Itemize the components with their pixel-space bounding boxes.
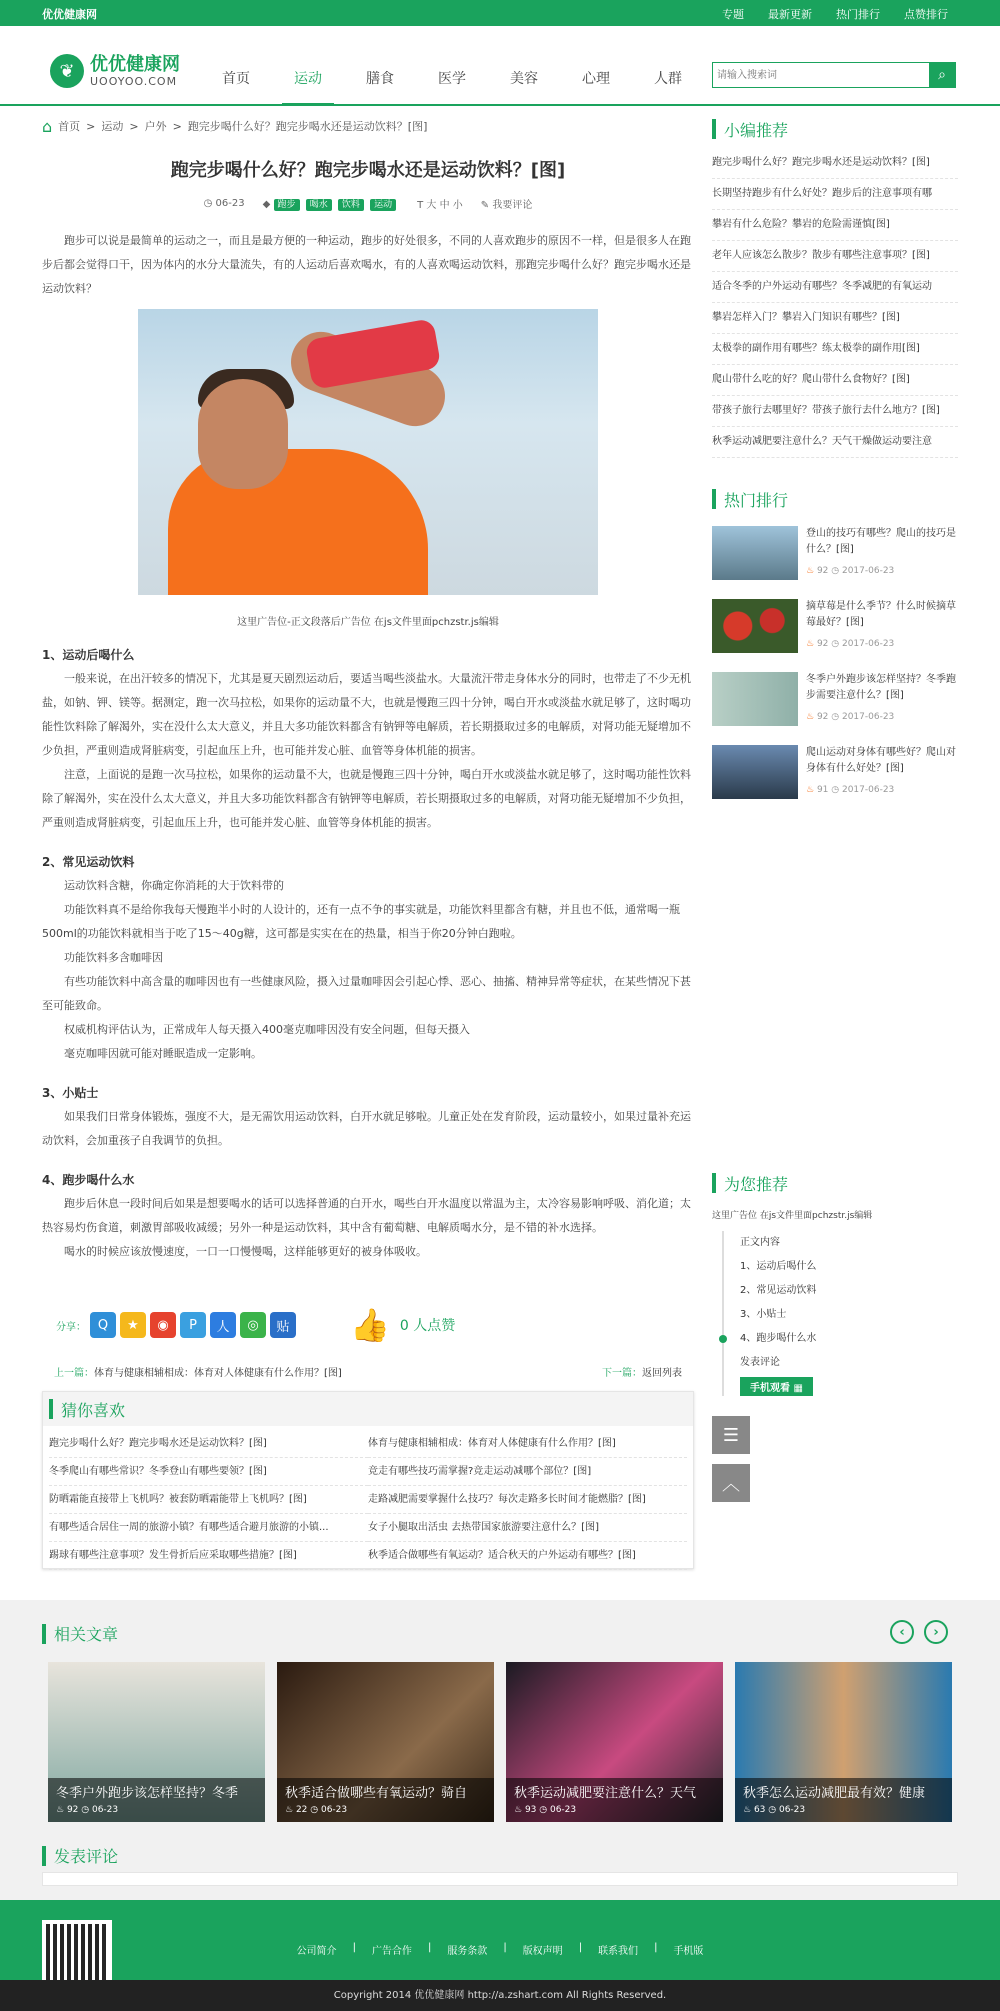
card-title: 秋季怎么运动减肥最有效？健康 [743,1786,926,1801]
top-link-hot[interactable]: 热门排行 [836,8,880,21]
ad-caption: 这里广告位-正文段落后广告位 在js文件里面pchzstr.js编辑 [237,617,499,628]
date-text: 06-23 [215,198,245,209]
related-cards [48,1662,952,1822]
paragraph: 跑步后休息一段时间后如果是想要喝水的话可以选择普通的白开水，喝些白开水温度以常温为主，太冷容易影响呼吸、消化道；太热容易灼伤食道，刺激胃部吸收减缓；另外一种是运动饮料，其中含有葡萄糖、电解质喝水分，是不错的补水选择。 [42,1197,691,1234]
toc-item[interactable]: 发表评论 [740,1357,780,1368]
hot-info: ♨ 92 ◷ 2017-06-23 [806,712,895,722]
nav-beauty[interactable]: 美容 [510,71,538,87]
hot-title: 冬季户外跑步该怎样坚持？冬季跑步需要注意什么？[图] [806,674,956,701]
card-title: 秋季适合做哪些有氧运动？骑自 [285,1786,468,1801]
hot-item[interactable] [712,526,958,599]
footer-link-terms[interactable]: 服务条款 [447,1946,488,1957]
nav-people[interactable]: 人群 [654,71,682,87]
list-item[interactable]: 有哪些适合居住一周的旅游小镇？有哪些适合避月旅游的小镇... [49,1514,368,1542]
list-item[interactable]: 带孩子旅行去哪里好？带孩子旅行去什么地方？[图] [712,396,958,427]
list-item[interactable]: 体育与健康相辅相成：体育对人体健康有什么作用？[图] [368,1430,687,1458]
weibo-icon[interactable]: ◉ [150,1312,176,1338]
editor-rec-list [712,148,958,458]
search-icon[interactable]: ⌕ [929,63,955,87]
fire-icon: ♨ [806,785,815,795]
hot-thumb [712,599,798,653]
breadcrumb: ⌂ 首页 > 运动 > 户外 > 跑完步喝什么好？跑完步喝水还是运动饮料？[图] [42,116,428,136]
next-link[interactable] [602,1364,682,1379]
hot-rank-title: 热门排行 [712,488,958,510]
prev-key: 上一篇： [54,1368,94,1379]
leaf-icon: ❦ [50,54,84,88]
article-date: ◷ 06-23 [203,198,245,209]
comment-section-title: 发表评论 [42,1844,118,1867]
list-item[interactable]: 太极拳的副作用有哪些？练太极拳的副作用[图] [712,334,958,365]
hot-date: 2017-06-23 [841,566,895,576]
hot-views: 91 [816,785,829,795]
list-item[interactable]: 冬季爬山有哪些常识？冬季登山有哪些要领？[图] [49,1458,368,1486]
tag-water[interactable]: 喝水 [306,199,332,211]
fire-icon: ♨ [806,712,815,722]
next-key: 下一篇： [602,1368,642,1379]
mobile-label: 手机观看 [750,1383,790,1394]
card-date: 06-23 [91,1805,119,1815]
related-title: 相关文章 [42,1622,118,1645]
list-item[interactable]: 长期坚持跑步有什么好处？跑步后的注意事项有哪 [712,179,958,210]
guess-title: 猜你喜欢 [43,1392,693,1426]
toc-list [722,1231,958,1396]
thumbs-up-icon: 👍 [350,1306,390,1344]
list-item[interactable]: 攀岩怎样入门？攀岩入门知识有哪些？[图] [712,303,958,334]
fire-icon: ♨ [806,639,815,649]
card-views: 92 [66,1805,79,1815]
tag-icon: ◆ [262,199,271,210]
hot-title: 摘草莓是什么季节？什么时候摘草莓最好？[图] [806,601,956,628]
tag-running[interactable]: 跑步 [274,199,300,211]
top-links [722,6,948,22]
prev-link[interactable] [54,1364,342,1379]
article-tags [263,197,400,210]
for-you-title: 为您推荐 [712,1172,958,1194]
wechat-icon[interactable]: ◎ [240,1312,266,1338]
toc-item[interactable]: 3、小贴士 [740,1309,787,1320]
list-item[interactable]: 防晒霜能直接带上飞机吗？被套防晒霜能带上飞机吗？[图] [49,1486,368,1514]
related-card[interactable] [506,1662,723,1822]
logo-name: 优优健康网 [90,53,180,75]
crumb-current: 跑完步喝什么好？跑完步喝水还是运动饮料？[图] [187,120,428,133]
paragraph: 一般来说，在出汗较多的情况下，尤其是夏天剧烈运动后，要适当喝些淡盐水。大量流汗带走身体水分的同时，也带走了不少无机盐，如钠、钾、镁等。据测定，跑一次马拉松，如果你的运动量不大，也就是慢跑三四十分钟，喝白开水或淡盐水就足够了，这时喝功能性饮料除了解渴外，实在没什么太大意义，并且大多功能饮料都含有钠钾等电解质，若长期摄取过多的电解质，对肾功能无疑增加不少负担，严重则造成肾脏病变，引起血压上升，也可能并发心脏、血管等身体机能的损害。 [42,672,691,757]
related-card[interactable] [48,1662,265,1822]
hot-thumb [712,526,798,580]
paragraph: 有些功能饮料中高含量的咖啡因也有一些健康风险，摄入过量咖啡因会引起心悸、恶心、抽搐、精神异常等症状，在某些情况下甚至可能致命。 [42,975,691,1012]
hot-info: ♨ 92 ◷ 2017-06-23 [806,566,895,576]
card-views: 22 [295,1805,308,1815]
menu-icon[interactable]: ☰ [712,1416,750,1454]
card-date: 06-23 [778,1805,806,1815]
editor-rec-title: 小编推荐 [712,118,958,140]
toc-item-active[interactable]: 4、跑步喝什么水 [740,1327,958,1351]
hot-views: 92 [816,712,829,722]
font-size-switch[interactable]: T 大 中 小 [417,200,463,211]
guess-list [43,1426,693,1574]
back-to-top-icon[interactable]: ︿ [712,1464,750,1502]
list-item[interactable]: 踢球有哪些注意事项？发生骨折后应采取哪些措施？[图] [49,1542,368,1570]
section-title: 3、小贴士 [42,1086,99,1100]
footer-link-contact[interactable]: 联系我们 [598,1946,639,1957]
paragraph: 运动饮料含糖，你确定你消耗的大于饮料带的 [64,879,284,892]
paragraph: 喝水的时候应该放慢速度，一口一口慢慢喝，这样能够更好的被身体吸收。 [64,1245,427,1258]
card-overlay [277,1778,494,1822]
top-link-topics[interactable]: 专题 [722,8,744,21]
toc-item[interactable]: 1、运动后喝什么 [740,1261,817,1272]
list-item[interactable]: 走路减肥需要掌握什么技巧？每次走路多长时间才能燃脂？[图] [368,1486,687,1514]
list-item[interactable]: 老年人应该怎么散步？散步有哪些注意事项？[图] [712,241,958,272]
search-box [712,62,956,88]
font-size-label: 大 中 小 [426,200,463,211]
section-title: 4、跑步喝什么水 [42,1173,135,1187]
article-intro: 跑步可以说是最简单的运动之一，而且是最方便的一种运动，跑步的好处很多，不同的人喜欢跑步的原因不一样，但是很多人在跑步后都会觉得口干，因为体内的水分大量流失，有的人运动后喜欢喝水，有的人喜欢喝运动饮料，那跑完步喝什么好？跑完步喝水还是运动饮料？ [42,234,691,295]
paragraph: 功能饮料多含咖啡因 [64,951,163,964]
next-title: 返回列表 [642,1368,682,1379]
hot-item[interactable] [712,672,958,745]
footer-links: 公司简介 | 广告合作 | 服务条款 | 版权声明 | 联系我们 | 手机版 [296,1942,704,1957]
card-title: 秋季运动减肥要注意什么？天气 [514,1786,697,1801]
section-title: 1、运动后喝什么 [42,648,135,662]
prev-next [42,1364,694,1379]
list-item[interactable]: 爬山带什么吃的好？爬山带什么食物好？[图] [712,365,958,396]
search-input[interactable] [713,63,929,87]
card-info: ♨ 22 ◷ 06-23 [285,1805,348,1815]
crumb-outdoor[interactable]: 户外 [144,120,167,133]
prev-arrow-icon[interactable]: ‹ [890,1620,914,1644]
paragraph: 注意，上面说的是跑一次马拉松，如果你的运动量不大，也就是慢跑三四十分钟，喝白开水或淡盐水就足够了，这时喝功能性饮料除了解渴外，实在没什么太大意义，并且大多功能饮料都含有钠钾等电解质，若长期摄取过多的电解质，对肾功能无疑增加不少负担，严重则造成肾脏病变，引起血压上升，也可能并发心脏、血管等身体机能的损害。 [42,768,691,829]
footer-link-copyright[interactable]: 版权声明 [522,1946,563,1957]
card-info: ♨ 63 ◷ 06-23 [743,1805,806,1815]
tieba-icon[interactable]: 贴 [270,1312,296,1338]
list-item[interactable]: 竞走有哪些技巧需掌握?竞走运动减哪个部位？[图] [368,1458,687,1486]
hot-views: 92 [816,566,829,576]
card-title: 冬季户外跑步该怎样坚持？冬季 [56,1786,239,1801]
article-title: 跑完步喝什么好？跑完步喝水还是运动饮料？[图] [170,160,566,181]
list-item[interactable]: 跑完步喝什么好？跑完步喝水还是运动饮料？[图] [712,148,958,179]
footer-link-mobile[interactable]: 手机版 [673,1946,704,1957]
hot-date: 2017-06-23 [841,785,895,795]
related-card[interactable] [277,1662,494,1822]
qq-icon[interactable]: Q [90,1312,116,1338]
top-link-latest[interactable]: 最新更新 [768,8,812,21]
paragraph: 毫克咖啡因就可能对睡眠造成一定影响。 [64,1047,262,1060]
for-you-ad: 这里广告位 在js文件里面pchzstr.js编辑 [712,1211,873,1221]
nav-diet[interactable]: 膳食 [366,71,394,87]
hot-info: ♨ 92 ◷ 2017-06-23 [806,639,895,649]
comment-label: 我要评论 [492,200,533,211]
logo[interactable] [50,54,180,88]
list-item[interactable]: 秋季适合做哪些有氧运动？适合秋天的户外运动有哪些？[图] [368,1542,687,1570]
next-arrow-icon[interactable]: › [924,1620,948,1644]
fire-icon: ♨ [806,566,815,576]
tencent-weibo-icon[interactable]: P [180,1312,206,1338]
article-column [42,118,694,1569]
hot-info: ♨ 91 ◷ 2017-06-23 [806,785,895,795]
paragraph: 权威机构评估认为，正常成年人每天摄入400毫克咖啡因没有安全问题，但每天摄入 [64,1023,470,1036]
comment-link[interactable]: ✎ 我要评论 [480,200,533,211]
crumb-sports[interactable]: 运动 [101,120,124,133]
hot-date: 2017-06-23 [841,639,895,649]
toc-item[interactable]: 正文内容 [740,1237,780,1248]
section-title: 2、常见运动饮料 [42,855,135,869]
paragraph: 如果我们日常身体锻炼，强度不大，是无需饮用运动饮料，白开水就足够啦。儿童正处在发育阶段，运动量较小，如果过量补充运动饮料，会加重孩子自我调节的负担。 [42,1110,691,1147]
mobile-view-button[interactable]: 手机观看 ▦ [740,1377,813,1396]
hot-title: 登山的技巧有哪些？爬山的技巧是什么？[图] [806,528,956,555]
list-item[interactable]: 秋季运动减肥要注意什么？天气干燥做运动要注意 [712,427,958,458]
hot-views: 92 [816,639,829,649]
home-icon[interactable]: ⌂ [42,116,53,136]
logo-domain: UOOYOO.COM [90,74,178,88]
copyright: Copyright 2014 优优健康网 http://a.zshart.com All Rights Reserved. [0,1980,1000,2011]
card-date: 06-23 [320,1805,348,1815]
nav-medicine[interactable]: 医学 [438,71,466,87]
footer-link-about[interactable]: 公司简介 [296,1946,337,1957]
nav-home[interactable]: 首页 [222,71,250,87]
article-meta [42,196,694,211]
card-overlay [735,1778,952,1822]
hot-rank-list [712,526,958,818]
footer [0,1900,1000,1980]
footer-link-ads[interactable]: 广告合作 [371,1946,412,1957]
share-label: 分享： [56,1321,86,1333]
top-site-name[interactable]: 优优健康网 [42,8,97,21]
hot-item[interactable] [712,599,958,672]
top-link-likes[interactable]: 点赞排行 [904,8,948,21]
card-views: 63 [753,1805,766,1815]
paragraph: 功能饮料真不是给你我每天慢跑半小时的人设计的，还有一点不争的事实就是，功能饮料里都含有糖，并且也不低，通常喝一瓶500ml的功能饮料就相当于吃了15～40g糖，这可都是实实在在的热量，相当于你20分钟白跑啦。 [42,903,680,940]
share-bar [56,1306,694,1344]
related-card[interactable] [735,1662,952,1822]
card-views: 93 [524,1805,537,1815]
qzone-icon[interactable]: ★ [120,1312,146,1338]
main-nav [200,68,704,106]
toc-item[interactable]: 2、常见运动饮料 [740,1285,817,1296]
like-button[interactable] [350,1306,455,1344]
prev-title: 体育与健康相辅相成：体育对人体健康有什么作用？[图] [94,1368,342,1379]
list-item[interactable]: 适合冬季的户外运动有哪些？冬季减肥的有氧运动 [712,272,958,303]
article-image [138,309,598,595]
card-date: 06-23 [549,1805,577,1815]
hot-date: 2017-06-23 [841,712,895,722]
hot-item[interactable] [712,745,958,818]
card-info: ♨ 93 ◷ 06-23 [514,1805,577,1815]
hot-title: 爬山运动对身体有哪些好？爬山对身体有什么好处？[图] [806,747,956,774]
renren-icon[interactable]: 人 [210,1312,236,1338]
sidebar [712,118,958,1502]
tag-sport[interactable]: 运动 [370,199,396,211]
tag-drink[interactable]: 饮料 [338,199,364,211]
guess-you-like [42,1391,694,1569]
top-bar [0,0,1000,26]
list-item[interactable]: 攀岩有什么危险？攀岩的危险需谨慎[图] [712,210,958,241]
nav-sports[interactable]: 运动 [272,68,344,106]
comment-box[interactable] [42,1872,958,1886]
card-overlay [506,1778,723,1822]
hot-thumb [712,745,798,799]
card-info: ♨ 92 ◷ 06-23 [56,1805,119,1815]
like-count: 0 人点赞 [399,1318,456,1334]
hot-thumb [712,672,798,726]
nav-psychology[interactable]: 心理 [582,71,610,87]
card-overlay [48,1778,265,1822]
list-item[interactable]: 女子小腿取出活虫 去热带国家旅游要注意什么？[图] [368,1514,687,1542]
crumb-home[interactable]: 首页 [58,120,81,133]
list-item[interactable]: 跑完步喝什么好？跑完步喝水还是运动饮料？[图] [49,1430,368,1458]
